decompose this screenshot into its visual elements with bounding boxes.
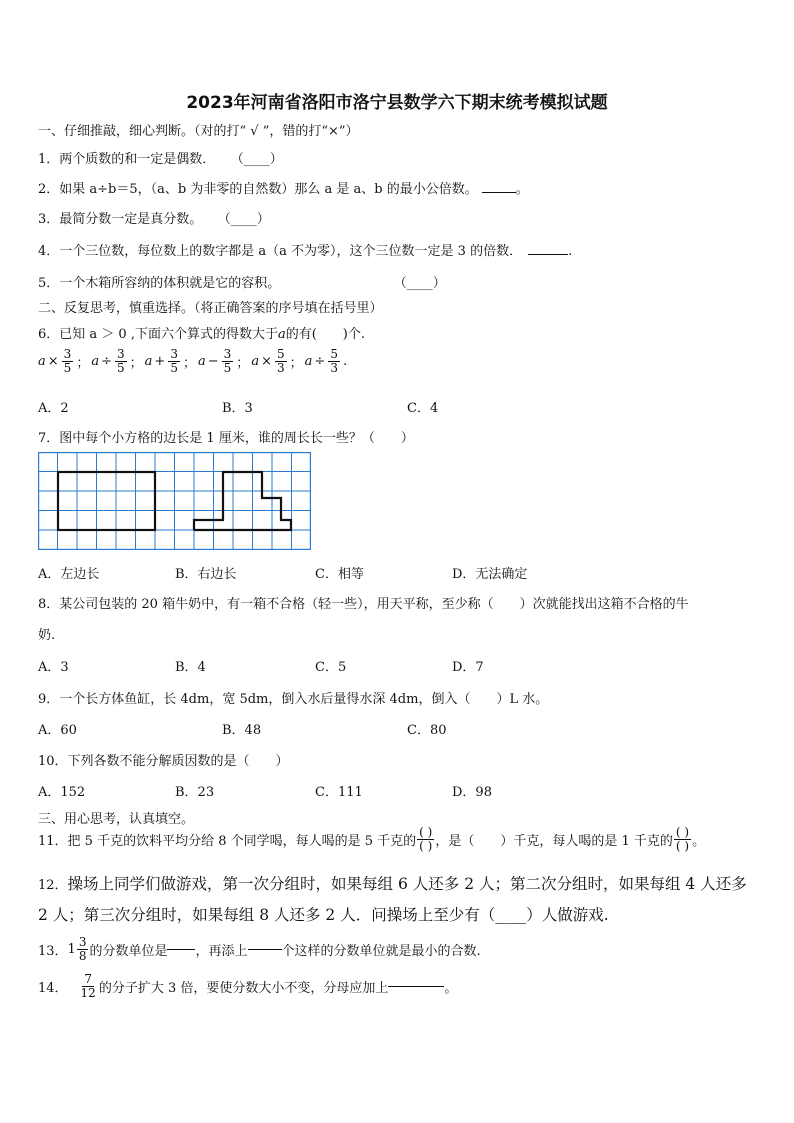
section1-heading: 一、仔细推敲，细心判断。（对的打“ √ ”，错的打“×”） [38,124,359,139]
q10-option-a[interactable]: A．152 [38,785,86,800]
q9-option-c[interactable]: C．80 [407,723,447,738]
blank-fraction[interactable]: $\frac{( )}{( )}$ [419,825,433,853]
q9-option-a[interactable]: A．60 [38,723,77,738]
q7-option-c[interactable]: C．相等 [315,567,364,582]
q6-expression: a × $\frac{5}{3}$ [251,347,285,375]
question-3: 3．最简分数一定是真分数。 （____） [38,212,270,227]
right-shape [194,472,291,530]
page-title: 2023年河南省洛阳市洛宁县数学六下期末统考模拟试题 [186,93,608,113]
section3-heading: 三、用心思考，认真填空。 [38,812,195,827]
q10-option-c[interactable]: C．111 [315,785,363,800]
question-2: 2．如果 a÷b＝5，（a、b 为非零的自然数）那么 a 是 a、b 的最小公倍数。 。 [38,182,529,197]
question-10: 10．下列各数不能分解质因数的是（ ） [38,754,289,769]
question-12-cont: 2 人；第三次分组时，如果每组 8 人还多 2 人．问操场上至少有（____）人做游戏. [38,906,609,924]
q6-expression: a − $\frac{3}{5}$ [197,347,232,375]
left-shape [58,472,155,530]
question-6: 6．已知 a ＞ 0 ,下面六个算式的得数大于a的有( )个. [38,327,366,342]
question-4: 4．一个三位数，每位数上的数字都是 a（a 不为零），这个三位数一定是 3 的倍数． . [38,244,573,259]
q7-option-a[interactable]: A．左边长 [38,567,100,582]
question-1: 1．两个质数的和一定是偶数． （____） [38,152,283,167]
blank-fraction[interactable]: $\frac{( )}{( )}$ [675,825,690,853]
section2-heading: 二、反复思考，慎重选择。（将正确答案的序号填在括号里） [38,301,383,316]
q6-option-b[interactable]: B．3 [222,401,253,416]
q6-option-c[interactable]: C．4 [407,401,439,416]
answer-blank[interactable] [248,949,282,950]
q6-option-a[interactable]: A．2 [38,401,69,416]
question-7: 7．图中每个小方格的边长是 1 厘米，谁的周长长一些？（ ） [38,431,414,446]
question-8-cont: 奶. [38,628,56,643]
answer-blank[interactable] [482,192,516,193]
q8-option-b[interactable]: B．4 [175,660,206,675]
question-9: 9．一个长方体鱼缸，长 4dm，宽 5dm，倒入水后量得水深 4dm，倒入（ ）L 水。 [38,692,549,707]
q10-option-b[interactable]: B．23 [175,785,215,800]
q8-option-a[interactable]: A．3 [38,660,69,675]
question-5: 5．一个木箱所容纳的体积就是它的容积。 （____） [38,276,446,291]
grid-figure [38,452,311,550]
q8-option-d[interactable]: D．7 [452,660,484,675]
question-12: 12．操场上同学们做游戏，第一次分组时，如果每组 6 人还多 2 人；第二次分组时，如果每组 4 人还多 [38,875,747,893]
q9-option-b[interactable]: B．48 [222,723,262,738]
q8-option-c[interactable]: C．5 [315,660,347,675]
q10-option-d[interactable]: D．98 [452,785,492,800]
question-14: 14． $\frac{7}{12}$ 的分子扩大 3 倍，要使分数大小不变，分母应加上 。 [38,972,458,1000]
q7-option-d[interactable]: D．无法确定 [452,567,528,582]
q6-expression: a ÷ $\frac{5}{3}$ [304,347,338,375]
question-13: 13． 1 $\frac{3}{8}$ 的分数单位是 ，再添上 个这样的分数单位就是最小的合数. [38,935,481,963]
q6-expression: a ÷ $\frac{3}{5}$ [91,347,125,375]
q6-expression: a + $\frac{3}{5}$ [144,347,178,375]
answer-blank[interactable] [388,986,444,987]
answer-blank[interactable] [528,254,568,255]
q6-expression: a × $\frac{3}{5}$ [38,347,72,375]
question-6-expressions: a × $\frac{3}{5}$ ； a ÷ $\frac{3}{5}$ ； a + $\frac{3}{5}$ ； a − $\frac{3}{5}$ ； a × $\frac{5}{3}$ ； a ÷ $\frac{5}{3}$ . [38,347,348,375]
question-8: 8．某公司包装的 20 箱牛奶中，有一箱不合格（轻一些），用天平称，至少称（ ）次就能找出这箱不合格的牛 [38,597,689,612]
answer-blank[interactable] [167,949,195,950]
q7-option-b[interactable]: B．右边长 [175,567,237,582]
question-11: 11． 把 5 千克的饮料平均分给 8 个同学喝，每人喝的是 5 千克的 $\frac{( )}{( )}$ ，是（ ）千克，每人喝的是 1 千克的 $\frac{( )}{( )}$ 。 [38,825,706,853]
